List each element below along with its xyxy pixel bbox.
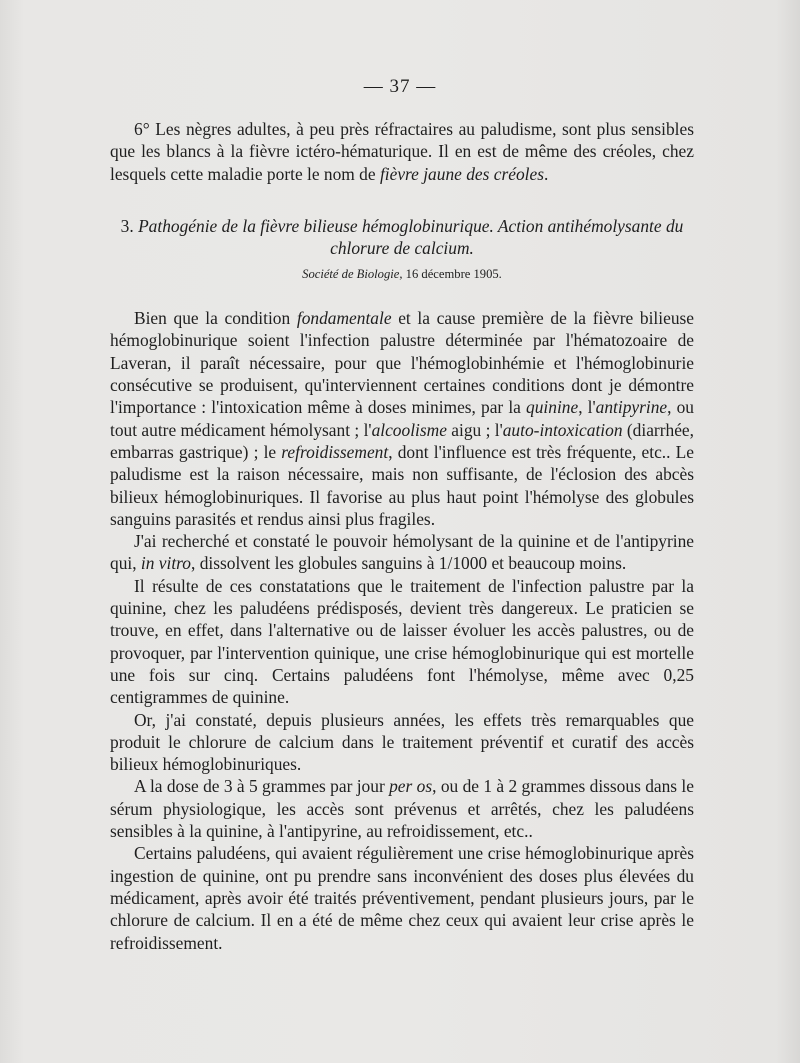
- text-run: et la cause première de la fièvre bilieuse hémoglobinurique soient l'infection palustre déterminée par l'hématozoaire de Laveran, il paraît nécessaire, pour que l'hémoglobinhémie et l'hémoglobinurie consécutive se produisent, qu'interviennent certaines conditions dont je démontre l'importance : l'intoxication même à doses minimes, par la: [110, 308, 694, 418]
- paragraph-negres: [110, 118, 694, 185]
- italic-term: fondamentale: [296, 308, 392, 329]
- text-run: , ou tout autre médicament hémolysant ; l': [110, 397, 694, 440]
- italic-term: auto-intoxication: [502, 419, 623, 440]
- text-run: , dont l'influence est très fréquente, etc.. Le paludisme est la raison nécessaire, mais non suffisante, de l'éclosion des abcès bilieux hémoglobinuriques. Il favorise au plus haut point l'hémolyse des globules sanguins parasités et rendus ainsi plus fragiles.: [110, 441, 694, 529]
- text-run: , dissolvent les globules sanguins à 1/1000 et beaucoup moins.: [191, 553, 627, 574]
- paragraph-certains: Certains paludéens, qui avaient régulièrement une crise hémoglobinurique après ingestion de quinine, ont pu prendre sans inconvénient des doses plus élevées du médicament, après avoir été traités préventivement, pendant plusieurs jours, par le chlorure de calcium. Il en a été de même chez ceux qui avaient leur crise après le refroidissement.: [110, 843, 694, 953]
- paragraph-hemolysant: [110, 530, 694, 575]
- text-run: Bien que la condition: [134, 308, 297, 329]
- text-run: aigu ; l': [446, 419, 503, 440]
- paragraph-dose: [110, 775, 694, 842]
- source-society: Société de Biologie,: [302, 266, 403, 281]
- text-run: J'ai recherché et constaté le pouvoir hémolysant de la quinine et de l'antipyrine qui,: [110, 531, 694, 574]
- paragraph-text: .: [543, 163, 549, 184]
- section-number: 3.: [120, 215, 134, 236]
- italic-term: alcoolisme: [371, 419, 447, 440]
- text-run: A la dose de 3 à 5 grammes par jour: [134, 776, 390, 797]
- page-content: [110, 118, 694, 954]
- section-body: [110, 307, 694, 954]
- text-run: , ou de 1 à 2 grammes dissous dans le sérum physiologique, les accès sont prévenus et arrêtés, chez les paludéens sensibles à la quinine, à l'antipyrine, au refroidissement, etc..: [110, 776, 694, 842]
- italic-term: antipyrine: [595, 397, 668, 418]
- source-date: 16 décembre 1905.: [402, 266, 502, 281]
- italic-term: fièvre jaune des créoles: [379, 163, 544, 184]
- paragraph-pathogenie: [110, 307, 694, 530]
- section-title: Pathogénie de la fièvre bilieuse hémoglobinurique. Action antihémolysante du chlorure de calcium.: [138, 215, 684, 258]
- paragraph-chlorure: Or, j'ai constaté, depuis plusieurs années, les effets très remarquables que produit le chlorure de calcium dans le traitement préventif et curatif des accès bilieux hémoglobinuriques.: [110, 709, 694, 775]
- italic-term: refroidissement: [281, 441, 389, 462]
- text-run: (diarrhée, embarras gastrique) ; le: [110, 419, 694, 462]
- section-heading: [110, 215, 694, 259]
- page-number: — 37 —: [363, 76, 437, 97]
- section-source: [110, 263, 694, 285]
- italic-term: per os: [389, 776, 433, 797]
- text-run: , l': [578, 397, 596, 418]
- italic-term: quinine: [526, 397, 579, 418]
- paragraph-traitement: Il résulte de ces constatations que le traitement de l'infection palustre par la quinine, chez les paludéens prédisposés, devient très dangereux. Le praticien se trouve, en effet, dans l'alternative ou de laisser évoluer les accès palustres, ou de provoquer, par l'intervention quinique, une crise hémoglobinurique qui est mortelle une fois sur cinq. Certains paludéens font l'hémolyse, même avec 0,25 centigrammes de quinine.: [110, 575, 694, 708]
- paragraph-text: 6° Les nègres adultes, à peu près réfractaires au paludisme, sont plus sensibles que les blancs à la fièvre ictéro-hématurique. Il en est de même des créoles, chez lesquels cette maladie porte le nom de: [110, 119, 694, 184]
- italic-term: in vitro: [140, 553, 191, 574]
